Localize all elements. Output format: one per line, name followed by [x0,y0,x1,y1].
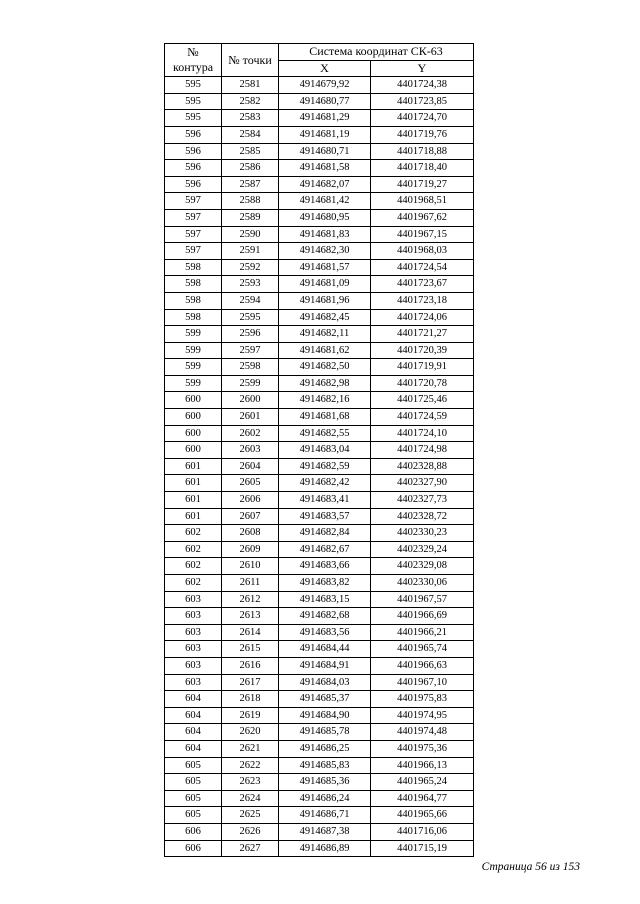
contour-cell: 595 [165,77,222,94]
x-cell: 4914683,82 [279,575,371,592]
x-cell: 4914682,42 [279,475,371,492]
point-cell: 2603 [222,442,279,459]
x-cell: 4914680,77 [279,93,371,110]
y-cell: 4401964,77 [371,790,474,807]
y-cell: 4401967,62 [371,209,474,226]
x-cell: 4914682,55 [279,425,371,442]
point-cell: 2613 [222,608,279,625]
x-cell: 4914683,15 [279,591,371,608]
y-cell: 4402327,90 [371,475,474,492]
x-cell: 4914682,16 [279,392,371,409]
x-cell: 4914687,38 [279,823,371,840]
y-cell: 4402329,24 [371,541,474,558]
table-row [165,77,474,94]
x-cell: 4914681,58 [279,160,371,177]
table-row [165,442,474,459]
point-cell: 2594 [222,292,279,309]
contour-cell: 596 [165,176,222,193]
table-row [165,193,474,210]
table-row [165,757,474,774]
table-row [165,209,474,226]
x-cell: 4914681,57 [279,259,371,276]
y-cell: 4401719,27 [371,176,474,193]
contour-cell: 606 [165,823,222,840]
point-cell: 2607 [222,508,279,525]
x-cell: 4914682,98 [279,375,371,392]
contour-cell: 600 [165,425,222,442]
contour-cell: 605 [165,807,222,824]
point-cell: 2624 [222,790,279,807]
x-cell: 4914683,66 [279,558,371,575]
table-row [165,674,474,691]
contour-cell: 604 [165,691,222,708]
x-cell: 4914682,45 [279,309,371,326]
contour-cell: 603 [165,608,222,625]
point-cell: 2588 [222,193,279,210]
point-cell: 2583 [222,110,279,127]
table-row [165,292,474,309]
point-cell: 2610 [222,558,279,575]
table-row [165,691,474,708]
y-cell: 4401723,85 [371,93,474,110]
table-body [165,77,474,857]
x-cell: 4914681,96 [279,292,371,309]
y-cell: 4402329,08 [371,558,474,575]
x-cell: 4914682,50 [279,359,371,376]
x-cell: 4914684,44 [279,641,371,658]
point-cell: 2619 [222,707,279,724]
x-cell: 4914682,11 [279,326,371,343]
point-cell: 2615 [222,641,279,658]
x-cell: 4914680,95 [279,209,371,226]
contour-cell: 597 [165,226,222,243]
point-cell: 2621 [222,740,279,757]
point-cell: 2595 [222,309,279,326]
x-cell: 4914686,89 [279,840,371,857]
x-cell: 4914681,68 [279,409,371,426]
y-cell: 4401716,06 [371,823,474,840]
table-row [165,575,474,592]
y-cell: 4401724,54 [371,259,474,276]
contour-cell: 597 [165,209,222,226]
y-cell: 4401724,70 [371,110,474,127]
contour-cell: 603 [165,657,222,674]
y-cell: 4401966,69 [371,608,474,625]
point-cell: 2596 [222,326,279,343]
x-cell: 4914685,37 [279,691,371,708]
table-row [165,591,474,608]
y-cell: 4401720,78 [371,375,474,392]
contour-cell: 603 [165,624,222,641]
point-cell: 2591 [222,243,279,260]
table-row [165,309,474,326]
point-cell: 2599 [222,375,279,392]
point-cell: 2612 [222,591,279,608]
table-row [165,243,474,260]
contour-cell: 603 [165,591,222,608]
table-row [165,176,474,193]
y-header: Y [371,60,474,77]
point-cell: 2602 [222,425,279,442]
x-cell: 4914682,30 [279,243,371,260]
contour-number-header [165,44,222,77]
contour-cell: 602 [165,525,222,542]
x-cell: 4914681,29 [279,110,371,127]
point-number-header: № точки [222,44,279,77]
x-cell: 4914683,56 [279,624,371,641]
point-cell: 2592 [222,259,279,276]
y-cell: 4402327,73 [371,492,474,509]
contour-cell: 602 [165,558,222,575]
point-cell: 2601 [222,409,279,426]
table-row [165,624,474,641]
y-cell: 4402328,88 [371,458,474,475]
x-cell: 4914683,41 [279,492,371,509]
point-cell: 2605 [222,475,279,492]
point-cell: 2593 [222,276,279,293]
contour-cell: 598 [165,276,222,293]
table-row [165,657,474,674]
contour-cell: 597 [165,243,222,260]
x-cell: 4914685,83 [279,757,371,774]
table-row [165,110,474,127]
x-cell: 4914681,19 [279,126,371,143]
contour-cell: 600 [165,442,222,459]
point-cell: 2589 [222,209,279,226]
point-cell: 2616 [222,657,279,674]
y-cell: 4401719,91 [371,359,474,376]
x-cell: 4914682,84 [279,525,371,542]
y-cell: 4401965,24 [371,774,474,791]
contour-cell: 597 [165,193,222,210]
y-cell: 4401968,03 [371,243,474,260]
x-cell: 4914686,24 [279,790,371,807]
x-cell: 4914686,25 [279,740,371,757]
table-row [165,425,474,442]
y-cell: 4401715,19 [371,840,474,857]
point-cell: 2617 [222,674,279,691]
contour-cell: 600 [165,409,222,426]
y-cell: 4401965,66 [371,807,474,824]
y-cell: 4401718,40 [371,160,474,177]
table-row [165,458,474,475]
table-row [165,276,474,293]
x-cell: 4914684,03 [279,674,371,691]
contour-cell: 599 [165,326,222,343]
y-cell: 4401721,27 [371,326,474,343]
y-cell: 4401966,63 [371,657,474,674]
y-cell: 4401968,51 [371,193,474,210]
y-cell: 4401724,10 [371,425,474,442]
point-cell: 2598 [222,359,279,376]
contour-cell: 598 [165,292,222,309]
x-cell: 4914686,71 [279,807,371,824]
point-cell: 2606 [222,492,279,509]
table-row [165,226,474,243]
contour-cell: 602 [165,575,222,592]
point-cell: 2586 [222,160,279,177]
contour-cell: 601 [165,475,222,492]
contour-cell: 599 [165,375,222,392]
y-cell: 4401974,95 [371,707,474,724]
table-row [165,641,474,658]
y-cell: 4401724,06 [371,309,474,326]
point-cell: 2585 [222,143,279,160]
point-cell: 2597 [222,342,279,359]
contour-cell: 599 [165,342,222,359]
point-cell: 2625 [222,807,279,824]
contour-cell: 602 [165,541,222,558]
x-cell: 4914683,04 [279,442,371,459]
contour-header-line1: № [187,45,199,60]
y-cell: 4401967,10 [371,674,474,691]
point-cell: 2614 [222,624,279,641]
x-cell: 4914681,83 [279,226,371,243]
x-cell: 4914685,36 [279,774,371,791]
y-cell: 4401724,98 [371,442,474,459]
table-row [165,160,474,177]
y-cell: 4402330,06 [371,575,474,592]
x-cell: 4914684,91 [279,657,371,674]
point-cell: 2623 [222,774,279,791]
x-cell: 4914682,59 [279,458,371,475]
table-row [165,724,474,741]
contour-cell: 605 [165,757,222,774]
table-row [165,558,474,575]
table-row [165,541,474,558]
x-cell: 4914679,92 [279,77,371,94]
table-row [165,740,474,757]
point-cell: 2627 [222,840,279,857]
point-cell: 2622 [222,757,279,774]
y-cell: 4401723,18 [371,292,474,309]
point-cell: 2581 [222,77,279,94]
table-row [165,608,474,625]
table-row [165,807,474,824]
y-cell: 4401723,67 [371,276,474,293]
coordinate-system-header: Система координат СК-63 [279,44,474,61]
point-cell: 2618 [222,691,279,708]
x-cell: 4914681,42 [279,193,371,210]
point-cell: 2611 [222,575,279,592]
table-row [165,525,474,542]
x-cell: 4914682,67 [279,541,371,558]
point-cell: 2620 [222,724,279,741]
x-cell: 4914681,62 [279,342,371,359]
contour-cell: 598 [165,309,222,326]
y-cell: 4401974,48 [371,724,474,741]
contour-cell: 604 [165,724,222,741]
contour-cell: 601 [165,508,222,525]
contour-cell: 596 [165,143,222,160]
point-cell: 2582 [222,93,279,110]
x-cell: 4914682,68 [279,608,371,625]
point-cell: 2590 [222,226,279,243]
y-cell: 4401975,83 [371,691,474,708]
point-cell: 2600 [222,392,279,409]
contour-cell: 605 [165,774,222,791]
contour-cell: 598 [165,259,222,276]
point-cell: 2626 [222,823,279,840]
y-cell: 4401967,15 [371,226,474,243]
x-cell: 4914684,90 [279,707,371,724]
y-cell: 4401966,21 [371,624,474,641]
contour-cell: 601 [165,458,222,475]
contour-cell: 600 [165,392,222,409]
table-row [165,375,474,392]
table-row [165,259,474,276]
table-row [165,492,474,509]
table-row [165,707,474,724]
y-cell: 4401966,13 [371,757,474,774]
contour-cell: 603 [165,641,222,658]
table-row [165,359,474,376]
x-cell: 4914682,07 [279,176,371,193]
contour-cell: 595 [165,110,222,127]
contour-header-line2: контура [172,60,214,75]
contour-cell: 596 [165,160,222,177]
x-header: X [279,60,371,77]
coordinates-table [164,43,474,857]
y-cell: 4401975,36 [371,740,474,757]
table-row [165,392,474,409]
y-cell: 4402328,72 [371,508,474,525]
y-cell: 4401719,76 [371,126,474,143]
table-row [165,475,474,492]
x-cell: 4914681,09 [279,276,371,293]
page-number: Страница 56 из 153 [481,861,580,873]
point-cell: 2608 [222,525,279,542]
y-cell: 4402330,23 [371,525,474,542]
table-row [165,143,474,160]
table-row [165,409,474,426]
table-row [165,326,474,343]
point-cell: 2584 [222,126,279,143]
point-cell: 2604 [222,458,279,475]
table-row [165,840,474,857]
x-cell: 4914683,57 [279,508,371,525]
contour-cell: 596 [165,126,222,143]
y-cell: 4401965,74 [371,641,474,658]
table-row [165,126,474,143]
y-cell: 4401724,38 [371,77,474,94]
contour-cell: 603 [165,674,222,691]
contour-cell: 595 [165,93,222,110]
y-cell: 4401967,57 [371,591,474,608]
contour-cell: 601 [165,492,222,509]
contour-cell: 605 [165,790,222,807]
contour-cell: 604 [165,707,222,724]
point-cell: 2587 [222,176,279,193]
y-cell: 4401720,39 [371,342,474,359]
contour-cell: 606 [165,840,222,857]
y-cell: 4401718,88 [371,143,474,160]
table-row [165,342,474,359]
contour-cell: 604 [165,740,222,757]
table-row [165,93,474,110]
table-row [165,774,474,791]
y-cell: 4401725,46 [371,392,474,409]
contour-cell: 599 [165,359,222,376]
y-cell: 4401724,59 [371,409,474,426]
table-row [165,790,474,807]
table-row [165,508,474,525]
point-cell: 2609 [222,541,279,558]
x-cell: 4914685,78 [279,724,371,741]
table-row [165,823,474,840]
x-cell: 4914680,71 [279,143,371,160]
